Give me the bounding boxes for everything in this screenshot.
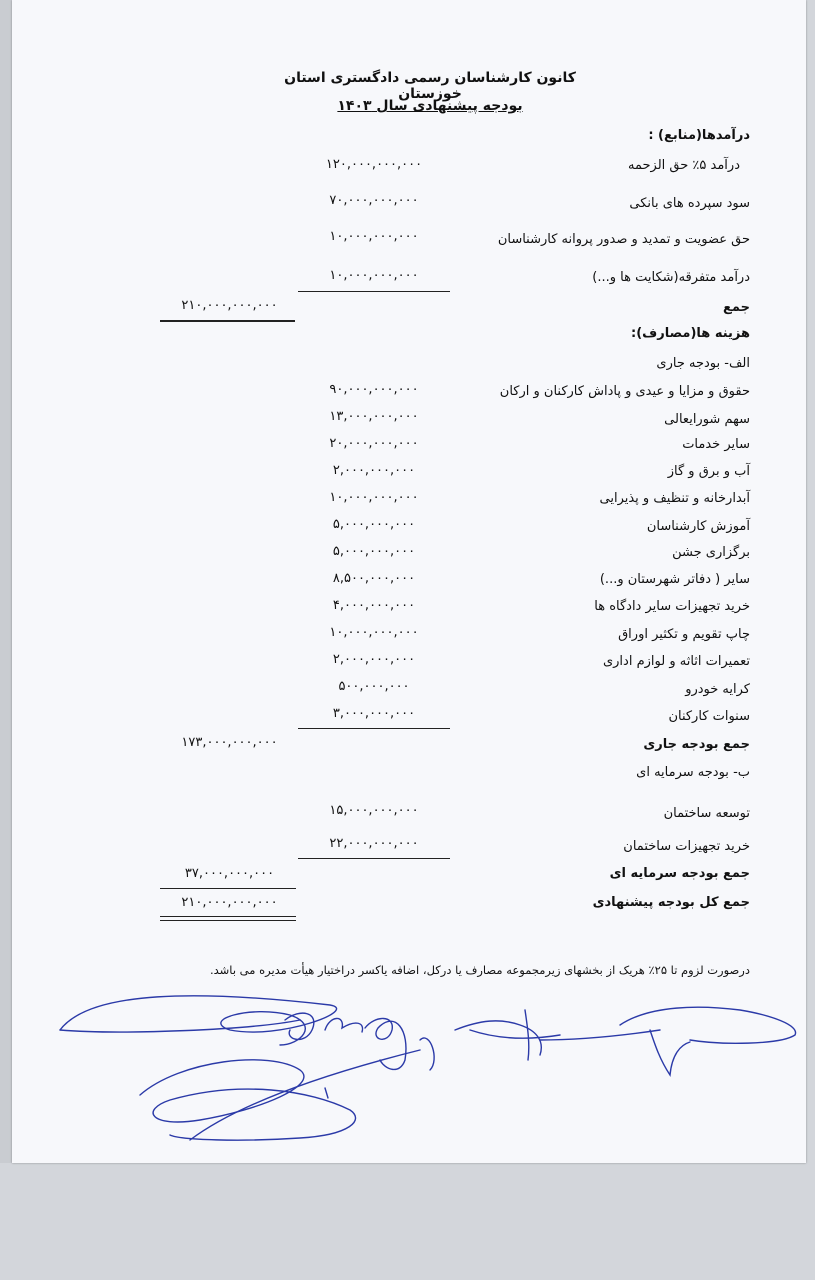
capital-label: توسعه ساختمان [663, 806, 750, 821]
expense-amount: ۴,۰۰۰,۰۰۰,۰۰۰ [332, 598, 416, 613]
expense-label: سهم شورایعالی [664, 412, 750, 427]
expense-amount: ۲,۰۰۰,۰۰۰,۰۰۰ [332, 463, 416, 478]
expense-amount: ۵۰۰,۰۰۰,۰۰۰ [338, 679, 410, 694]
capital-label: خرید تجهیزات ساختمان [623, 839, 750, 854]
expense-label: چاپ تقویم و تکثیر اوراق [618, 627, 750, 642]
expense-amount: ۱۰,۰۰۰,۰۰۰,۰۰۰ [329, 625, 419, 640]
grand-total: ۲۱۰,۰۰۰,۰۰۰,۰۰۰ [181, 895, 278, 910]
expense-label: کرایه خودرو [685, 682, 750, 697]
income-label: حق عضویت و تمدید و صدور پروانه کارشناسان [497, 232, 750, 247]
income-amount: ۱۰,۰۰۰,۰۰۰,۰۰۰ [329, 229, 419, 244]
expense-amount: ۳,۰۰۰,۰۰۰,۰۰۰ [332, 706, 416, 721]
capital-amount: ۱۵,۰۰۰,۰۰۰,۰۰۰ [329, 803, 419, 818]
expenses-heading: هزینه ها(مصارف): [631, 326, 750, 341]
organization-title: کانون کارشناسان رسمی دادگستری استان خوزستان [284, 70, 576, 102]
expense-label: خرید تجهیزات سایر دادگاه ها [594, 599, 750, 614]
income-label: درآمد متفرقه(شکایت ها و...) [592, 270, 750, 285]
budget-subtitle: بودجه پیشنهادی سال ۱۴۰۳ [337, 98, 523, 114]
expense-amount: ۵,۰۰۰,۰۰۰,۰۰۰ [332, 544, 416, 559]
capital-budget-heading: ب- بودجه سرمایه ای [636, 765, 750, 780]
current-budget-heading: الف- بودجه جاری [656, 356, 750, 371]
current-total: ۱۷۳,۰۰۰,۰۰۰,۰۰۰ [181, 735, 278, 750]
expense-amount: ۸,۵۰۰,۰۰۰,۰۰۰ [332, 571, 416, 586]
income-total: ۲۱۰,۰۰۰,۰۰۰,۰۰۰ [181, 298, 278, 313]
expense-label: آموزش کارشناسان [646, 519, 750, 534]
expense-label: سایر خدمات [682, 437, 750, 452]
income-amount: ۱۲۰,۰۰۰,۰۰۰,۰۰۰ [325, 157, 423, 172]
expense-label: حقوق و مزایا و عیدی و پاداش کارکنان و ارکان [499, 384, 750, 399]
expense-amount: ۹۰,۰۰۰,۰۰۰,۰۰۰ [329, 382, 419, 397]
expense-label: آب و برق و گاز [667, 464, 750, 479]
capital-total: ۳۷,۰۰۰,۰۰۰,۰۰۰ [184, 866, 275, 881]
current-total-label: جمع بودجه جاری [643, 737, 750, 752]
expense-amount: ۱۳,۰۰۰,۰۰۰,۰۰۰ [329, 409, 419, 424]
expense-label: برگزاری جشن [672, 545, 750, 560]
expense-amount: ۱۰,۰۰۰,۰۰۰,۰۰۰ [329, 490, 419, 505]
expense-amount: ۲۰,۰۰۰,۰۰۰,۰۰۰ [329, 436, 419, 451]
expense-label: تعمیرات اثاثه و لوازم اداری [602, 654, 750, 669]
expense-amount: ۲,۰۰۰,۰۰۰,۰۰۰ [332, 652, 416, 667]
expense-amount: ۵,۰۰۰,۰۰۰,۰۰۰ [332, 517, 416, 532]
capital-amount: ۲۲,۰۰۰,۰۰۰,۰۰۰ [329, 836, 419, 851]
grand-total-label: جمع کل بودجه پیشنهادی [592, 895, 750, 910]
income-total-label: جمع [723, 300, 750, 315]
expense-label: آبدارخانه و تنظیف و پذیرایی [599, 491, 750, 506]
capital-total-label: جمع بودجه سرمایه ای [609, 866, 750, 881]
income-label: سود سپرده های بانکی [629, 196, 750, 211]
income-label: درآمد ۵٪ حق الزحمه [628, 158, 740, 173]
expense-label: سنوات کارکنان [668, 709, 750, 724]
expense-label: سایر ( دفاتر شهرستان و...) [599, 572, 750, 587]
income-heading: درآمدها(منابع) : [648, 128, 750, 143]
income-amount: ۱۰,۰۰۰,۰۰۰,۰۰۰ [329, 268, 419, 283]
footnote: درصورت لزوم تا ۲۵٪ هریک از بخشهای زیرمجموعه مصارف یا درکل، اضافه یاکسر دراختیار هیأت مدیره می باشد. [209, 963, 750, 977]
income-amount: ۷۰,۰۰۰,۰۰۰,۰۰۰ [329, 193, 419, 208]
